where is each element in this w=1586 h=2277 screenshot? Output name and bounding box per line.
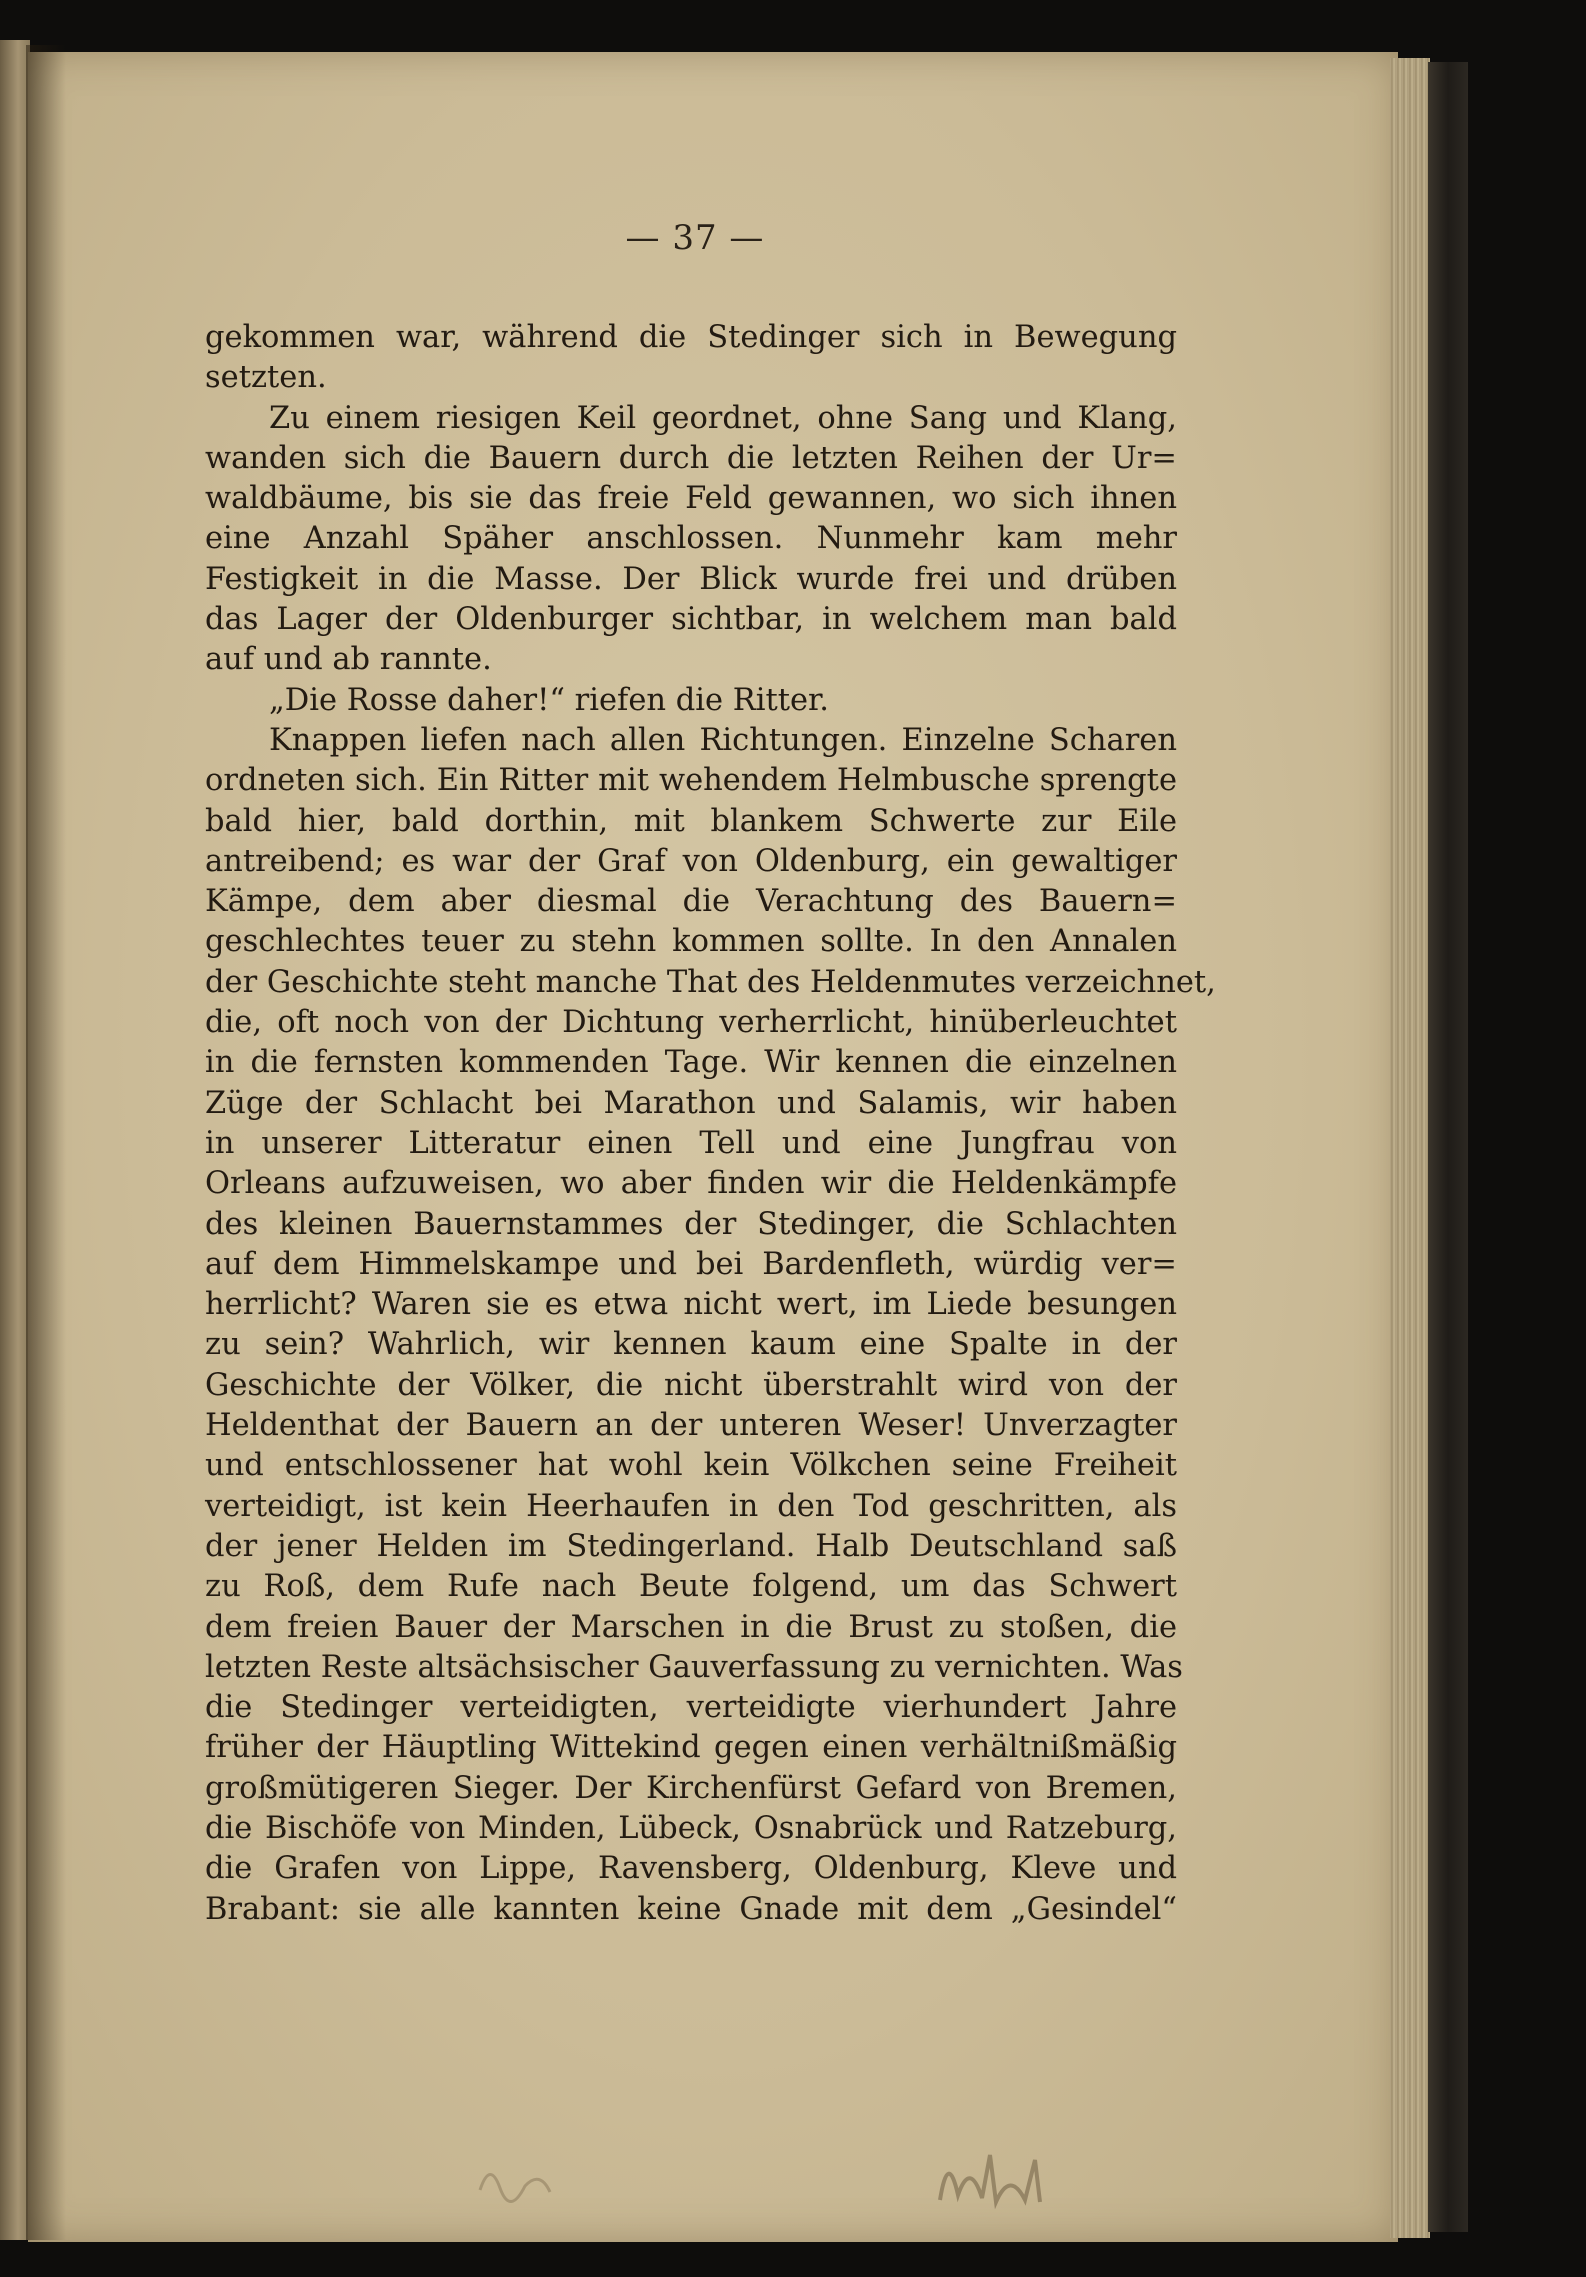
text-line: waldbäume, bis sie das freie Feld gewannen, wo sich ihnen [205,481,1177,517]
body-text [205,318,1216,1930]
text-line: Knappen liefen nach allen Richtungen. Einzelne Scharen [269,722,1177,758]
text-line: setzten. [205,360,327,396]
text-line: eine Anzahl Späher anschlossen. Nunmehr kam mehr [205,521,1177,557]
page-number: — 37 — [625,218,765,258]
text-line: geschlechtes teuer zu stehn kommen sollte. In den Annalen [205,924,1177,960]
text-line: in unserer Litteratur einen Tell und eine Jungfrau von [205,1125,1177,1161]
text-line: letzten Reste altsächsischer Gauverfassung zu vernichten. Was [205,1649,1183,1685]
text-line: verteidigt, ist kein Heerhaufen in den Tod geschritten, als [205,1488,1177,1524]
text-line: herrlicht? Waren sie es etwa nicht wert, im Liede besungen [205,1287,1177,1323]
text-line: früher der Häuptling Wittekind gegen einen verhältnißmäßig [205,1730,1177,1766]
text-line: der Geschichte steht manche That des Heldenmutes verzeichnet, [205,964,1216,1000]
text-line: die Grafen von Lippe, Ravensberg, Oldenburg, Kleve und [205,1851,1177,1887]
ink-mark-icon [930,2140,1060,2220]
text-line: des kleinen Bauernstammes der Stedinger, die Schlachten [205,1206,1177,1242]
text-line: Brabant: sie alle kannten keine Gnade mit dem „Gesindel“ [205,1891,1177,1927]
text-line: die Stedinger verteidigten, verteidigte vierhundert Jahre [205,1690,1177,1726]
page-stack-edge [1390,58,1430,2238]
text-line: bald hier, bald dorthin, mit blankem Schwerte zur Eile [205,803,1177,839]
text-line: antreibend; es war der Graf von Oldenburg, ein gewaltiger [205,843,1177,879]
text-line: in die fernsten kommenden Tage. Wir kennen die einzelnen [205,1045,1177,1081]
ink-mark-icon [470,2150,580,2210]
text-line: Geschichte der Völker, die nicht überstrahlt wird von der [205,1367,1177,1403]
text-line: dem freien Bauer der Marschen in die Brust zu stoßen, die [205,1609,1177,1645]
text-line: der jener Helden im Stedingerland. Halb Deutschland saß [205,1528,1177,1564]
text-line: zu Roß, dem Rufe nach Beute folgend, um das Schwert [205,1569,1177,1605]
text-line: großmütigeren Sieger. Der Kirchenfürst Gefard von Bremen, [205,1770,1177,1806]
text-line: zu sein? Wahrlich, wir kennen kaum eine Spalte in der [205,1327,1177,1363]
text-line: gekommen war, während die Stedinger sich in Bewegung [205,320,1177,355]
text-line: Festigkeit in die Masse. Der Blick wurde frei und drüben [205,561,1177,597]
text-line: wanden sich die Bauern durch die letzten Reihen der Ur= [205,440,1177,476]
text-line: Zu einem riesigen Keil geordnet, ohne Sang und Klang, [269,400,1177,436]
gutter-shadow [26,45,66,2240]
text-line: das Lager der Oldenburger sichtbar, in welchem man bald [205,602,1177,638]
text-line: die, oft noch von der Dichtung verherrlicht, hinüberleuchtet [205,1005,1177,1041]
text-line: auf und ab rannte. [205,642,492,678]
text-line: auf dem Himmelskampe und bei Bardenfleth, würdig ver= [205,1246,1177,1282]
text-line: und entschlossener hat wohl kein Völkchen seine Freiheit [205,1448,1177,1484]
book-cover-edge [1428,62,1468,2232]
text-line: Kämpe, dem aber diesmal die Verachtung des Bauern= [205,884,1177,920]
text-line: ordneten sich. Ein Ritter mit wehendem Helmbusche sprengte [205,763,1177,799]
text-line: Züge der Schlacht bei Marathon und Salamis, wir haben [205,1085,1177,1121]
text-line: die Bischöfe von Minden, Lübeck, Osnabrück und Ratzeburg, [205,1810,1177,1846]
text-line: Heldenthat der Bauern an der unteren Weser! Unverzagter [205,1408,1177,1444]
text-line: „Die Rosse daher!“ riefen die Ritter. [269,682,829,718]
text-line: Orleans aufzuweisen, wo aber finden wir die Heldenkämpfe [205,1166,1177,1202]
